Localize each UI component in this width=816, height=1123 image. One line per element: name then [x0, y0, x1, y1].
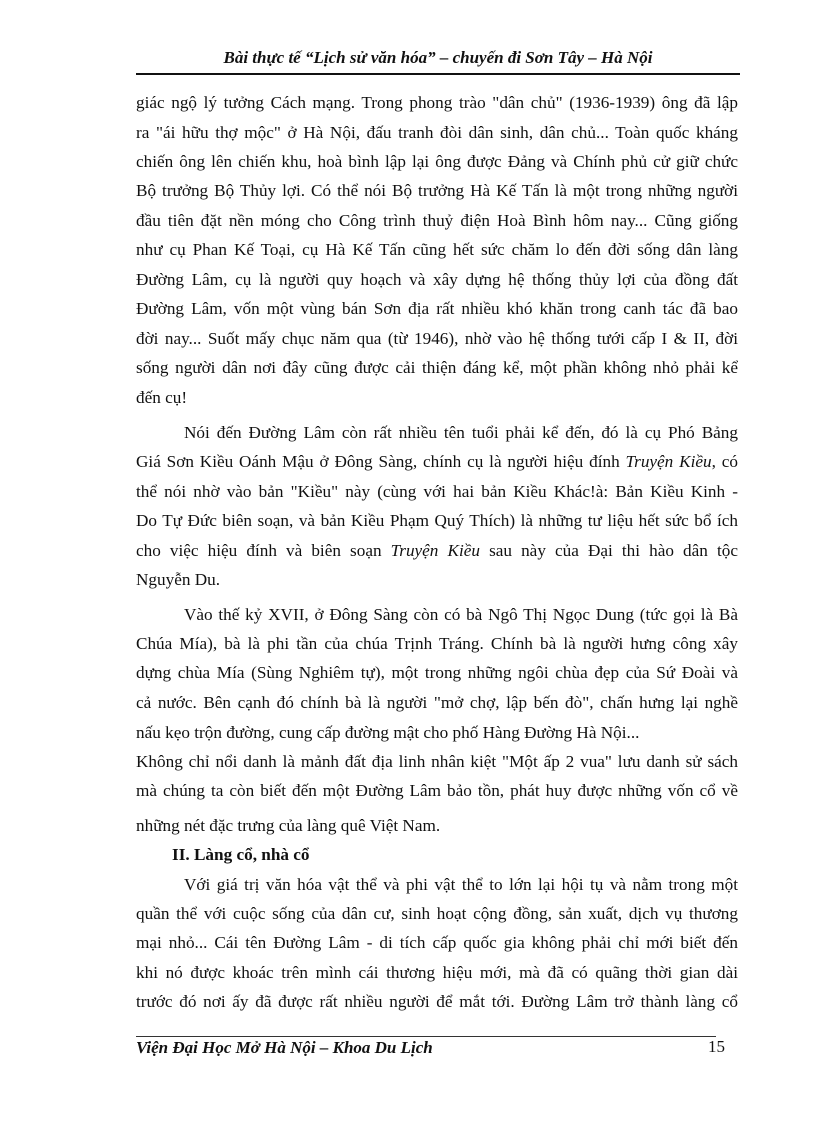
text-line: [136, 569, 738, 591]
header-rule: [136, 73, 740, 75]
text-line: [136, 298, 738, 320]
text-line: [136, 510, 738, 532]
text-segment: cả nước. Bên cạnh đó chính bà là người "mở chợ, lập bến đò", chấn hưng lại nghề: [136, 693, 738, 712]
text-line: [184, 604, 738, 626]
text-segment: khi nó được khoác trên mình cái thương hiệu mới, mà đã có quãng thời gian dài: [136, 963, 738, 982]
text-line: [136, 540, 738, 562]
text-segment: đời nay... Suốt mấy chục năm qua (từ 1946), nhờ vào hệ thống tưới cấp I & II, đời: [136, 329, 738, 348]
text-line: [136, 991, 738, 1013]
book-title-italic: Truyện Kiều: [625, 452, 712, 471]
text-segment: dựng chùa Mía (Sùng Nghiêm tự), một trong những ngôi chùa đẹp của Sứ Đoài và: [136, 663, 738, 682]
text-segment: , có: [711, 452, 738, 471]
text-segment: giác ngộ lý tưởng Cách mạng. Trong phong trào "dân chủ" (1936-1939) ông đã lập: [136, 93, 738, 112]
text-line: [136, 481, 738, 503]
text-segment: trước đó nơi ấy đã được rất nhiều người để mắt tới. Đường Lâm trở thành làng cổ: [136, 992, 738, 1011]
text-line: [136, 962, 738, 984]
text-segment: cho việc hiệu đính và biên soạn: [136, 541, 391, 560]
book-title-italic: Truyện Kiều: [390, 541, 480, 560]
section-heading: [172, 844, 774, 866]
text-line: [184, 874, 738, 896]
text-segment: Nói đến Đường Lâm còn rất nhiều tên tuổi phải kể đến, đó là cụ Phó Bảng: [184, 423, 738, 442]
text-segment: như cụ Phan Kế Toại, cụ Hà Kế Tấn cũng hết sức chăm lo đến đời sống dân làng: [136, 240, 738, 259]
text-segment: mà chúng ta còn biết đến một Đường Lâm bảo tồn, phát huy được những vốn cổ về: [136, 781, 738, 800]
text-segment: Do Tự Đức biên soạn, và bản Kiều Phạm Quý Thích) là những tư liệu hết sức bổ ích: [136, 511, 738, 530]
text-line: [136, 239, 738, 261]
text-line: [136, 932, 738, 954]
text-segment: quần thể với cuộc sống của dân cư, sinh hoạt cộng đồng, sản xuất, dịch vụ thương: [136, 904, 738, 923]
text-line: [136, 122, 738, 144]
text-line: [136, 815, 738, 837]
text-line: [136, 180, 738, 202]
text-segment: ra "ái hữu thợ mộc" ở Hà Nội, đấu tranh đòi dân sinh, dân chủ... Toàn quốc kháng: [136, 123, 738, 142]
text-line: [136, 387, 738, 409]
text-segment: Đường Lâm, cụ là người quy hoạch và xây dựng hệ thống thủy lợi của đồng đất: [136, 270, 738, 289]
text-segment: những nét đặc trưng của làng quê Việt Nam.: [136, 816, 441, 835]
page-number: 15: [708, 1037, 725, 1056]
text-segment: Với giá trị văn hóa vật thể và phi vật thể to lớn lại hội tụ và nằm trong một: [184, 875, 738, 894]
text-line: [136, 633, 738, 655]
text-segment: Vào thế kỷ XVII, ở Đông Sàng còn có bà Ngô Thị Ngọc Dung (tức gọi là Bà: [184, 605, 738, 624]
text-line: [136, 451, 738, 473]
text-segment: Bộ trưởng Bộ Thủy lợi. Có thể nói Bộ trưởng Hà Kế Tấn là một trong những người: [136, 181, 738, 200]
text-line: [136, 357, 738, 379]
text-segment: Chúa Mía), bà là phi tần của chúa Trịnh Tráng. Chính bà là người hưng công xây: [136, 634, 738, 653]
text-segment: Không chỉ nổi danh là mảnh đất địa linh nhân kiệt "Một ấp 2 vua" lưu danh sử sách: [136, 752, 738, 771]
text-line: [136, 751, 738, 773]
text-segment: Giá Sơn Kiều Oánh Mậu ở Đông Sàng, chính cụ là người hiệu đính: [136, 452, 626, 471]
text-line: [136, 210, 738, 232]
footer-rule: [136, 1036, 716, 1037]
text-segment: thể nói nhờ vào bản "Kiều" này (cùng với hai bản Kiều Khác!à: Bản Kiều Kinh -: [136, 482, 738, 501]
text-line: [136, 780, 738, 802]
text-line: [184, 422, 738, 444]
text-segment: Nguyễn Du.: [136, 570, 221, 589]
page-header: Bài thực tế “Lịch sử văn hóa” – chuyến đi Sơn Tây – Hà Nội: [223, 48, 653, 67]
text-segment: II. Làng cổ, nhà cổ: [172, 845, 310, 864]
text-segment: đầu tiên đặt nền móng cho Công trình thuỷ điện Hoà Bình hôm nay... Cũng giống: [136, 211, 738, 230]
text-line: [136, 692, 738, 714]
text-line: [136, 151, 738, 173]
text-segment: chiến ông lên chiến khu, hoà bình lập lại ông được Đảng và Chính phủ cử giữ chức: [136, 152, 738, 171]
text-segment: mại nhỏ... Cái tên Đường Lâm - di tích cấp quốc gia không phải chỉ mới biết đến: [136, 933, 738, 952]
text-line: [136, 722, 738, 744]
page-footer: Viện Đại Học Mở Hà Nội – Khoa Du Lịch: [136, 1038, 433, 1057]
text-segment: sống người dân nơi đây cũng được cải thiện đáng kể, một phần không nhỏ phải kể: [136, 358, 738, 377]
text-segment: Đường Lâm, vốn một vùng bán Sơn địa rất nhiều khó khăn trong canh tác đã bao: [136, 299, 738, 318]
text-line: [136, 328, 738, 350]
text-line: [136, 92, 738, 114]
text-segment: đến cụ!: [136, 388, 188, 407]
text-segment: nấu kẹo trộn đường, cung cấp đường mật cho phố Hàng Đường Hà Nội...: [136, 723, 640, 742]
text-line: [136, 903, 738, 925]
text-segment: sau này của Đại thi hào dân tộc: [479, 541, 738, 560]
text-line: [136, 662, 738, 684]
text-line: [136, 269, 738, 291]
